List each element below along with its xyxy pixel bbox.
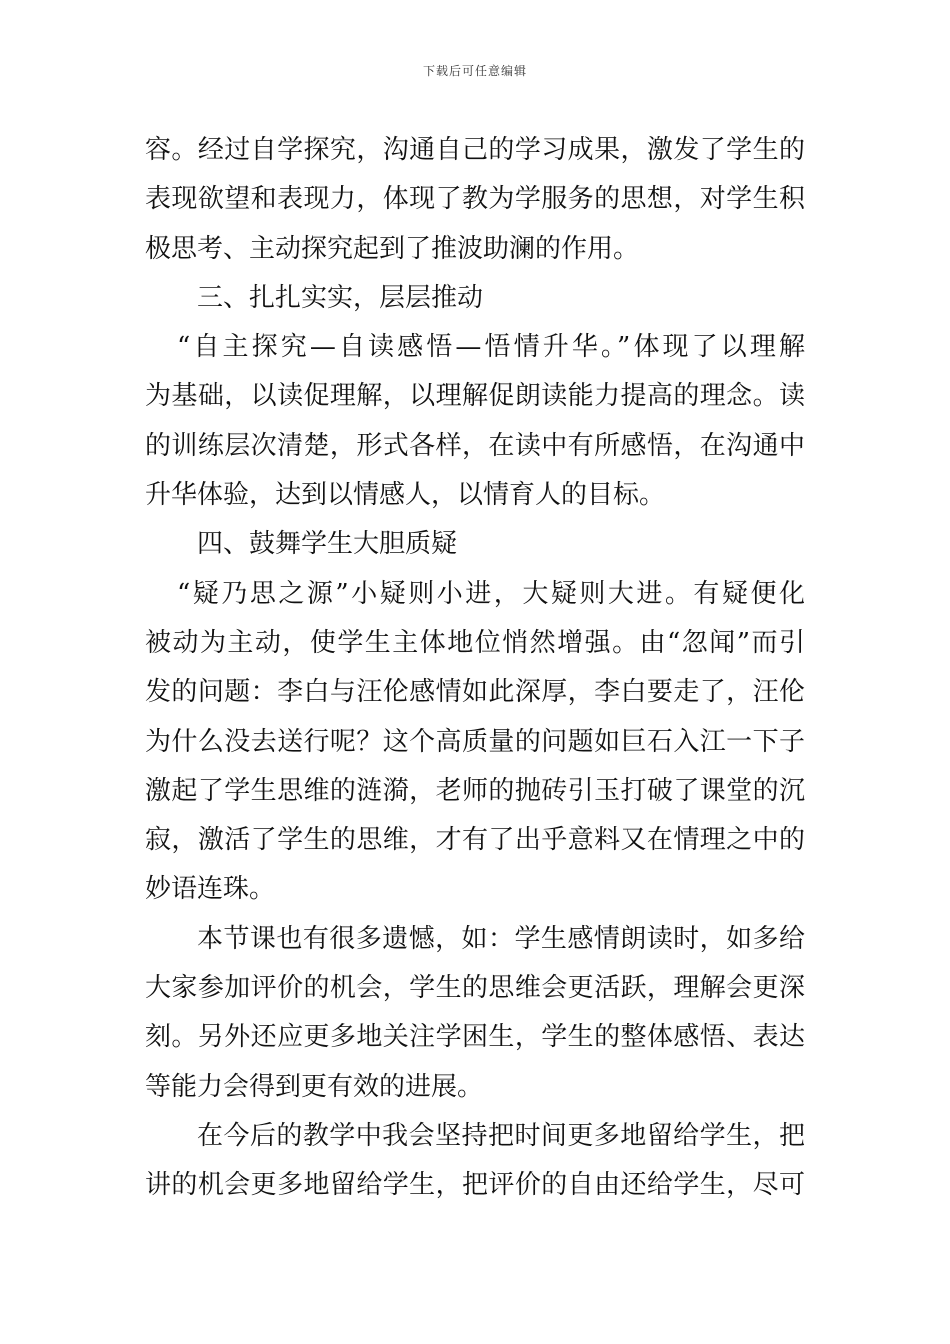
section-heading: 四、鼓舞学生大胆质疑 xyxy=(197,529,458,560)
text-line: 被动为主动，使学生主体地位悄然增强。由“忽闻”而引 xyxy=(145,627,805,658)
text-line: 妙语连珠。 xyxy=(145,874,276,905)
text-line: 为基础，以读促理解，以理解促朗读能力提高的理念。读 xyxy=(145,381,805,412)
text-line: 为什么没去送行呢？这个高质量的问题如巨石入江一下子 xyxy=(145,726,805,757)
text-line: 发的问题：李白与汪伦感情如此深厚，李白要走了，汪伦 xyxy=(145,677,805,708)
text-line: “疑乃思之源”小疑则小进，大疑则大进。有疑便化 xyxy=(177,578,805,609)
text-line: 本节课也有很多遗憾，如：学生感情朗读时，如多给 xyxy=(197,923,805,954)
page-header: 下载后可任意编辑 xyxy=(422,64,527,78)
text-line: 刻。另外还应更多地关注学困生，学生的整体感悟、表达 xyxy=(145,1022,805,1053)
text-line: 寂，激活了学生的思维，才有了出乎意料又在情理之中的 xyxy=(145,825,805,856)
text-line: 极思考、主动探究起到了推波助澜的作用。 xyxy=(145,233,640,264)
body-text xyxy=(145,126,805,1211)
text-line: 等能力会得到更有效的进展。 xyxy=(145,1071,484,1102)
text-line: 讲的机会更多地留给学生，把评价的自由还给学生，尽可 xyxy=(145,1170,805,1201)
text-line: 表现欲望和表现力，体现了教为学服务的思想，对学生积 xyxy=(145,184,805,215)
text-line: 激起了学生思维的涟漪，老师的抛砖引玉打破了课堂的沉 xyxy=(145,775,805,806)
text-line: 的训练层次清楚，形式各样，在读中有所感悟，在沟通中 xyxy=(145,430,805,461)
section-heading: 三、扎扎实实，层层推动 xyxy=(197,282,484,313)
text-line: 升华体验，达到以情感人，以情育人的目标。 xyxy=(145,480,666,511)
text-line: 大家参加评价的机会，学生的思维会更活跃，理解会更深 xyxy=(145,973,805,1004)
text-line: “自主探究—自读感悟—悟情升华。”体现了以理解 xyxy=(177,332,805,363)
text-line: 在今后的教学中我会坚持把时间更多地留给学生，把 xyxy=(197,1120,805,1151)
text-line: 容。经过自学探究，沟通自己的学习成果，激发了学生的 xyxy=(145,135,805,165)
